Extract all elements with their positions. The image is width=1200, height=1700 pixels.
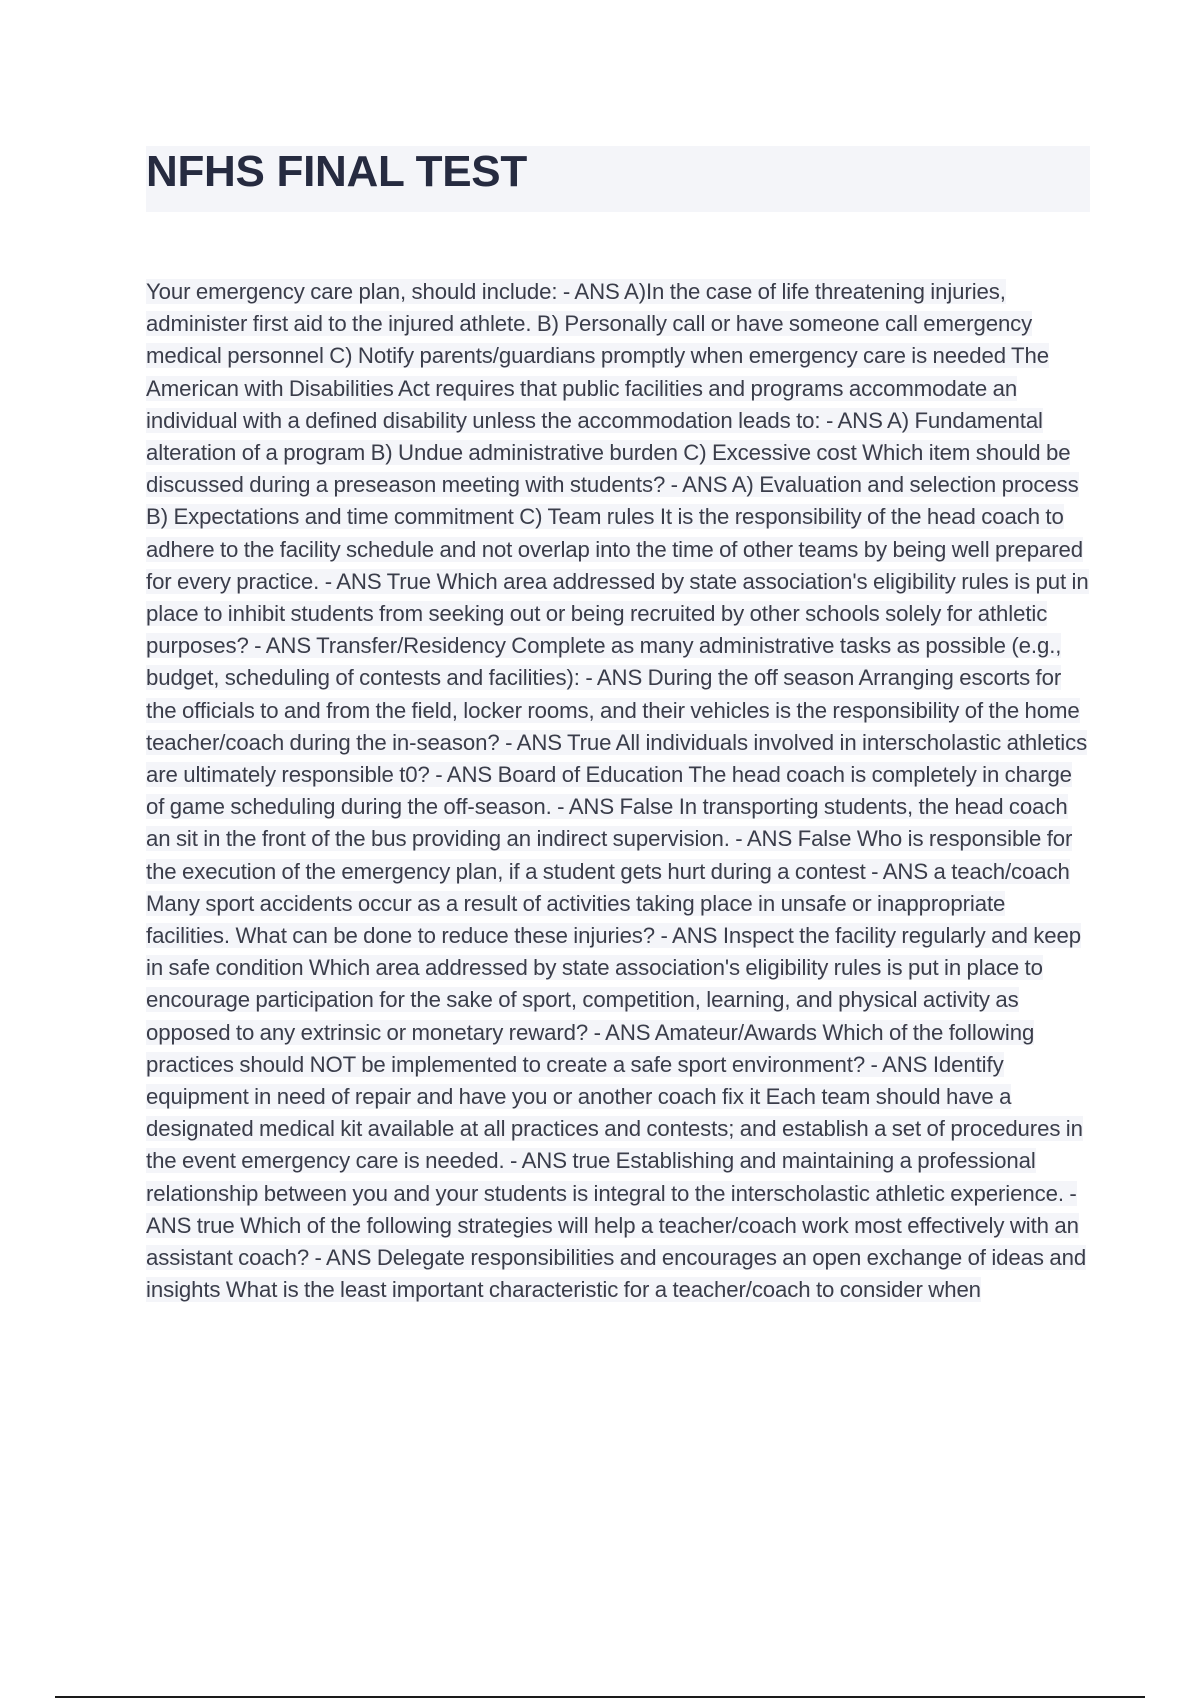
page-bottom-rule xyxy=(55,1696,1145,1698)
document-body xyxy=(146,276,1092,1307)
body-text-content: Your emergency care plan, should include: - ANS A)In the case of life threatening injuries, administer first aid to the injured athlete. B) Personally call or have someone call emergency medical personnel C) Notify parents/guardians promptly when emergency care is needed The American with Disabilities Act requires that public facilities and programs accommodate an individual with a defined disability unless the accommodation leads to: - ANS A) Fundamental alteration of a program B) Undue administrative burden C) Excessive cost Which item should be discussed during a preseason meeting with students? - ANS A) Evaluation and selection process B) Expectations and time commitment C) Team rules It is the responsibility of the head coach to adhere to the facility schedule and not overlap into the time of other teams by being well prepared for every practice. - ANS True Which area addressed by state association's eligibility rules is put in place to inhibit students from seeking out or being recruited by other schools solely for athletic purposes? - ANS Transfer/Residency Complete as many administrative tasks as possible (e.g., budget, scheduling of contests and facilities): - ANS During the off season Arranging escorts for the officials to and from the field, locker rooms, and their vehicles is the responsibility of the home teacher/coach during the in-season? - ANS True All individuals involved in interscholastic athletics are ultimately responsible t0? - ANS Board of Education The head coach is completely in charge of game scheduling during the off-season. - ANS False In transporting students, the head coach an sit in the front of the bus providing an indirect supervision. - ANS False Who is responsible for the execution of the emergency plan, if a student gets hurt during a contest - ANS a teach/coach Many sport accidents occur as a result of activities taking place in unsafe or inappropriate facilities. What can be done to reduce these injuries? - ANS Inspect the facility regularly and keep in safe condition Which area addressed by state association's eligibility rules is put in place to encourage participation for the sake of sport, competition, learning, and physical activity as opposed to any extrinsic or monetary reward? - ANS Amateur/Awards Which of the following practices should NOT be implemented to create a safe sport environment? - ANS Identify equipment in need of repair and have you or another coach fix it Each team should have a designated medical kit available at all practices and contests; and establish a set of procedures in the event emergency care is needed. - ANS true Establishing and maintaining a professional relationship between you and your students is integral to the interscholastic athletic experience. - ANS true Which of the following strategies will help a teacher/coach work most effectively with an assistant coach? - ANS Delegate responsibilities and encourages an open exchange of ideas and insights What is the least important characteristic for a teacher/coach to consider when xyxy=(146,279,1089,1303)
document-title: NFHS FINAL TEST xyxy=(146,147,527,196)
